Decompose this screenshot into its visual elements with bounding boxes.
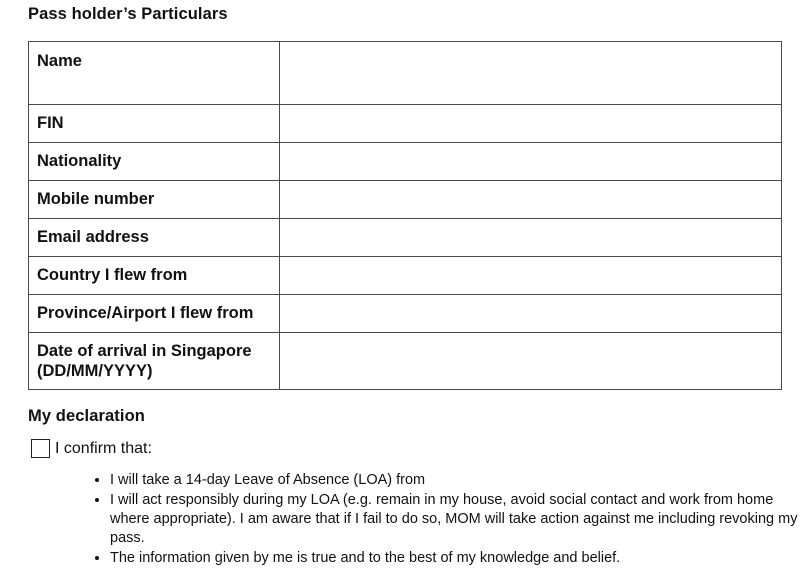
- table-row-province: [29, 295, 782, 333]
- table-row-nationality: [29, 143, 782, 181]
- province-airport-label: Province/Airport I flew from: [29, 295, 280, 333]
- declaration-title: My declaration: [28, 407, 145, 425]
- declaration-list: [82, 471, 800, 569]
- table-row-email: [29, 219, 782, 257]
- fin-field[interactable]: [280, 105, 782, 143]
- confirm-label: I confirm that:: [55, 439, 152, 457]
- nationality-label: Nationality: [29, 143, 280, 181]
- table-row-country: [29, 257, 782, 295]
- particulars-title: Pass holder’s Particulars: [28, 5, 228, 23]
- name-field[interactable]: [280, 42, 782, 105]
- mobile-number-label: Mobile number: [29, 181, 280, 219]
- province-airport-field[interactable]: [280, 295, 782, 333]
- country-flew-from-label: Country I flew from: [29, 257, 280, 295]
- table-row-name: [29, 42, 782, 105]
- confirm-row: [31, 439, 152, 458]
- mobile-number-field[interactable]: [280, 181, 782, 219]
- country-flew-from-field[interactable]: [280, 257, 782, 295]
- arrival-date-label-line1: Date of arrival in Singapore: [37, 342, 252, 360]
- table-row-fin: [29, 105, 782, 143]
- declaration-item-act-responsibly: • I will act responsibly during my LOA (e.g. remain in my house, avoid social contact and work from home where appropriate). I am aware that if I fail to do so, MOM will take action against me including revoking my pass.: [110, 491, 800, 548]
- confirm-checkbox[interactable]: [31, 439, 50, 458]
- fin-label: FIN: [29, 105, 280, 143]
- email-address-field[interactable]: [280, 219, 782, 257]
- arrival-date-label: [29, 333, 280, 390]
- table-row-arrival-date: [29, 333, 782, 390]
- particulars-table: [28, 41, 782, 390]
- declaration-item-loa: • I will take a 14-day Leave of Absence (LOA) from: [110, 471, 800, 490]
- nationality-field[interactable]: [280, 143, 782, 181]
- declaration-item-information-true: • The information given by me is true and to the best of my knowledge and belief.: [110, 549, 800, 568]
- arrival-date-field[interactable]: [280, 333, 782, 390]
- name-label: Name: [29, 42, 280, 105]
- arrival-date-format-hint: (DD/MM/YYYY): [37, 362, 153, 380]
- email-address-label: Email address: [29, 219, 280, 257]
- table-row-mobile: [29, 181, 782, 219]
